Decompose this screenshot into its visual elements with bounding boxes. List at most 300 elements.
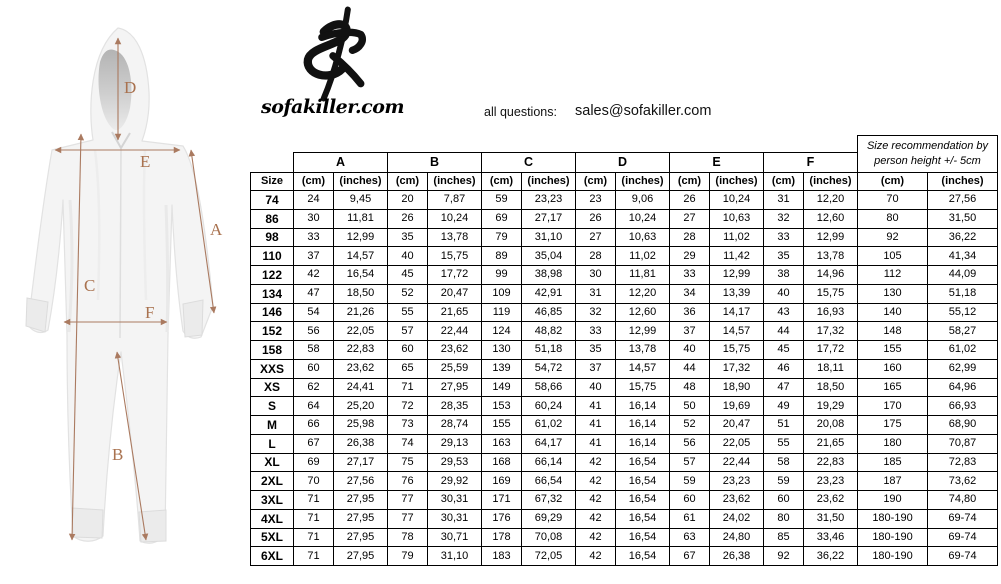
data-cell: 30,31 xyxy=(428,491,482,510)
size-header-cell: Size xyxy=(251,173,294,191)
data-cell: 15,75 xyxy=(710,341,764,360)
data-cell: 12,99 xyxy=(616,322,670,341)
data-cell: 23,62 xyxy=(804,491,858,510)
data-cell: 79 xyxy=(482,228,522,247)
data-cell: 45 xyxy=(764,341,804,360)
data-cell: 14,96 xyxy=(804,266,858,285)
data-cell: 16,54 xyxy=(616,528,670,547)
data-cell: 60,24 xyxy=(522,397,576,416)
table-row xyxy=(251,341,998,360)
cm-header: (cm) xyxy=(670,173,710,191)
data-cell: 17,72 xyxy=(428,266,482,285)
data-cell: 38,98 xyxy=(522,266,576,285)
data-cell: 38 xyxy=(764,266,804,285)
data-cell: 61,02 xyxy=(928,341,998,360)
data-cell: 64,96 xyxy=(928,378,998,397)
data-cell: 71 xyxy=(294,528,334,547)
data-cell: 28 xyxy=(670,228,710,247)
table-row xyxy=(251,322,998,341)
data-cell: 26,38 xyxy=(710,547,764,566)
data-cell: 92 xyxy=(858,228,928,247)
table-row xyxy=(251,453,998,472)
size-cell: 98 xyxy=(251,228,294,247)
col-group-d: D xyxy=(576,153,670,173)
data-cell: 78 xyxy=(388,528,428,547)
data-cell: 24 xyxy=(294,191,334,210)
data-cell: 11,42 xyxy=(710,247,764,266)
table-row xyxy=(251,303,998,322)
data-cell: 168 xyxy=(482,453,522,472)
data-cell: 36 xyxy=(670,303,710,322)
table-row xyxy=(251,284,998,303)
data-cell: 67,32 xyxy=(522,491,576,510)
data-cell: 48,82 xyxy=(522,322,576,341)
table-row xyxy=(251,416,998,435)
data-cell: 16,54 xyxy=(334,266,388,285)
data-cell: 43 xyxy=(764,303,804,322)
data-cell: 7,87 xyxy=(428,191,482,210)
data-cell: 12,20 xyxy=(616,284,670,303)
size-cell: L xyxy=(251,434,294,453)
data-cell: 23,23 xyxy=(522,191,576,210)
data-cell: 47 xyxy=(764,378,804,397)
data-cell: 15,75 xyxy=(428,247,482,266)
data-cell: 56 xyxy=(294,322,334,341)
data-cell: 27,95 xyxy=(334,528,388,547)
data-cell: 55 xyxy=(388,303,428,322)
data-cell: 72,83 xyxy=(928,453,998,472)
data-cell: 31,50 xyxy=(928,209,998,228)
data-cell: 10,63 xyxy=(616,228,670,247)
data-cell: 55,12 xyxy=(928,303,998,322)
data-cell: 75 xyxy=(388,453,428,472)
data-cell: 31,50 xyxy=(804,509,858,528)
data-cell: 25,98 xyxy=(334,416,388,435)
data-cell: 33 xyxy=(670,266,710,285)
data-cell: 31 xyxy=(576,284,616,303)
data-cell: 13,78 xyxy=(804,247,858,266)
data-cell: 68,90 xyxy=(928,416,998,435)
data-cell: 42,91 xyxy=(522,284,576,303)
data-cell: 178 xyxy=(482,528,522,547)
size-cell: 6XL xyxy=(251,547,294,566)
data-cell: 14,57 xyxy=(334,247,388,266)
label-F: F xyxy=(145,303,155,322)
data-cell: 171 xyxy=(482,491,522,510)
data-cell: 70,87 xyxy=(928,434,998,453)
table-row xyxy=(251,266,998,285)
data-cell: 79 xyxy=(388,547,428,566)
size-cell: XXS xyxy=(251,359,294,378)
table-row xyxy=(251,378,998,397)
data-cell: 12,60 xyxy=(804,209,858,228)
data-cell: 9,45 xyxy=(334,191,388,210)
data-cell: 36,22 xyxy=(928,228,998,247)
data-cell: 18,11 xyxy=(804,359,858,378)
data-cell: 36,22 xyxy=(804,547,858,566)
table-row xyxy=(251,247,998,266)
data-cell: 180 xyxy=(858,434,928,453)
data-cell: 70,08 xyxy=(522,528,576,547)
data-cell: 24,41 xyxy=(334,378,388,397)
data-cell: 37 xyxy=(576,359,616,378)
data-cell: 26 xyxy=(388,209,428,228)
data-cell: 30,71 xyxy=(428,528,482,547)
data-cell: 112 xyxy=(858,266,928,285)
data-cell: 35,04 xyxy=(522,247,576,266)
questions-label: all questions: xyxy=(484,105,557,119)
data-cell: 32 xyxy=(764,209,804,228)
data-cell: 60 xyxy=(294,359,334,378)
data-cell: 180-190 xyxy=(858,547,928,566)
col-group-e: E xyxy=(670,153,764,173)
data-cell: 25,59 xyxy=(428,359,482,378)
data-cell: 23 xyxy=(576,191,616,210)
data-cell: 14,57 xyxy=(616,359,670,378)
data-cell: 29,53 xyxy=(428,453,482,472)
size-cell: 5XL xyxy=(251,528,294,547)
data-cell: 22,83 xyxy=(804,453,858,472)
data-cell: 13,39 xyxy=(710,284,764,303)
data-cell: 27,95 xyxy=(428,378,482,397)
data-cell: 14,17 xyxy=(710,303,764,322)
data-cell: 44,09 xyxy=(928,266,998,285)
data-cell: 44 xyxy=(670,359,710,378)
data-cell: 62,99 xyxy=(928,359,998,378)
data-cell: 180-190 xyxy=(858,528,928,547)
data-cell: 31,10 xyxy=(522,228,576,247)
data-cell: 23,62 xyxy=(710,491,764,510)
table-row xyxy=(251,209,998,228)
size-table-body xyxy=(251,191,998,566)
cm-header: (cm) xyxy=(576,173,616,191)
email-link[interactable]: sales@sofakiller.com xyxy=(575,103,712,119)
data-cell: 74 xyxy=(388,434,428,453)
data-cell: 20,47 xyxy=(710,416,764,435)
cm-header: (cm) xyxy=(294,173,334,191)
col-group-a: A xyxy=(294,153,388,173)
data-cell: 66,54 xyxy=(522,472,576,491)
data-cell: 61,02 xyxy=(522,416,576,435)
size-cell: XS xyxy=(251,378,294,397)
inches-header: (inches) xyxy=(522,173,576,191)
data-cell: 27,56 xyxy=(334,472,388,491)
data-cell: 27 xyxy=(670,209,710,228)
size-cell: S xyxy=(251,397,294,416)
data-cell: 40 xyxy=(670,341,710,360)
data-cell: 42 xyxy=(576,528,616,547)
data-cell: 30 xyxy=(294,209,334,228)
data-cell: 35 xyxy=(764,247,804,266)
data-cell: 37 xyxy=(294,247,334,266)
data-cell: 70 xyxy=(858,191,928,210)
data-cell: 51,18 xyxy=(522,341,576,360)
data-cell: 17,32 xyxy=(710,359,764,378)
table-row xyxy=(251,359,998,378)
rec-header-cell: Size recommendation by person height +/- 5cm xyxy=(858,136,998,173)
spacer-cell xyxy=(251,153,294,173)
data-cell: 28,35 xyxy=(428,397,482,416)
data-cell: 10,24 xyxy=(428,209,482,228)
data-cell: 40 xyxy=(764,284,804,303)
onesie-figure xyxy=(26,28,213,543)
garment-measurement-diagram xyxy=(0,0,250,584)
data-cell: 85 xyxy=(764,528,804,547)
data-cell: 165 xyxy=(858,378,928,397)
data-cell: 20,47 xyxy=(428,284,482,303)
data-cell: 69 xyxy=(482,209,522,228)
data-cell: 45 xyxy=(388,266,428,285)
data-cell: 27 xyxy=(576,228,616,247)
data-cell: 10,24 xyxy=(710,191,764,210)
col-group-c: C xyxy=(482,153,576,173)
data-cell: 51 xyxy=(764,416,804,435)
data-cell: 10,24 xyxy=(616,209,670,228)
sk-logo-icon xyxy=(284,4,382,104)
data-cell: 69,29 xyxy=(522,509,576,528)
data-cell: 22,05 xyxy=(334,322,388,341)
data-cell: 66,93 xyxy=(928,397,998,416)
data-cell: 16,54 xyxy=(616,509,670,528)
data-cell: 155 xyxy=(482,416,522,435)
size-cell: 2XL xyxy=(251,472,294,491)
data-cell: 33 xyxy=(294,228,334,247)
data-cell: 12,20 xyxy=(804,191,858,210)
table-row xyxy=(251,472,998,491)
data-cell: 71 xyxy=(388,378,428,397)
data-cell: 148 xyxy=(858,322,928,341)
size-cell: 4XL xyxy=(251,509,294,528)
data-cell: 33 xyxy=(764,228,804,247)
data-cell: 149 xyxy=(482,378,522,397)
data-cell: 23,62 xyxy=(334,359,388,378)
size-cell: 146 xyxy=(251,303,294,322)
data-cell: 18,90 xyxy=(710,378,764,397)
data-cell: 40 xyxy=(388,247,428,266)
data-cell: 124 xyxy=(482,322,522,341)
data-cell: 59 xyxy=(764,472,804,491)
size-cell: 122 xyxy=(251,266,294,285)
data-cell: 25,20 xyxy=(334,397,388,416)
data-cell: 89 xyxy=(482,247,522,266)
data-cell: 76 xyxy=(388,472,428,491)
data-cell: 185 xyxy=(858,453,928,472)
data-cell: 22,44 xyxy=(710,453,764,472)
data-cell: 61 xyxy=(670,509,710,528)
data-cell: 11,81 xyxy=(334,209,388,228)
data-cell: 12,99 xyxy=(710,266,764,285)
data-cell: 16,54 xyxy=(616,453,670,472)
data-cell: 99 xyxy=(482,266,522,285)
data-cell: 60 xyxy=(670,491,710,510)
cm-header: (cm) xyxy=(764,173,804,191)
data-cell: 16,14 xyxy=(616,416,670,435)
data-cell: 16,14 xyxy=(616,397,670,416)
data-cell: 42 xyxy=(576,472,616,491)
data-cell: 29,92 xyxy=(428,472,482,491)
size-cell: M xyxy=(251,416,294,435)
label-B: B xyxy=(112,445,124,464)
data-cell: 58,66 xyxy=(522,378,576,397)
data-cell: 70 xyxy=(294,472,334,491)
table-row xyxy=(251,397,998,416)
data-cell: 47 xyxy=(294,284,334,303)
data-cell: 169 xyxy=(482,472,522,491)
cm-header: (cm) xyxy=(388,173,428,191)
data-cell: 27,95 xyxy=(334,509,388,528)
data-cell: 22,83 xyxy=(334,341,388,360)
data-cell: 72,05 xyxy=(522,547,576,566)
data-cell: 24,80 xyxy=(710,528,764,547)
data-cell: 29 xyxy=(670,247,710,266)
data-cell: 51,18 xyxy=(928,284,998,303)
data-cell: 56 xyxy=(670,434,710,453)
data-cell: 22,05 xyxy=(710,434,764,453)
spacer-cell xyxy=(251,136,858,153)
data-cell: 32 xyxy=(576,303,616,322)
data-cell: 40 xyxy=(576,378,616,397)
data-cell: 50 xyxy=(670,397,710,416)
data-cell: 44 xyxy=(764,322,804,341)
data-cell: 27,95 xyxy=(334,547,388,566)
table-row xyxy=(251,509,998,528)
data-cell: 46,85 xyxy=(522,303,576,322)
data-cell: 31 xyxy=(764,191,804,210)
data-cell: 175 xyxy=(858,416,928,435)
data-cell: 23,23 xyxy=(710,472,764,491)
data-cell: 140 xyxy=(858,303,928,322)
data-cell: 11,02 xyxy=(710,228,764,247)
data-cell: 20,08 xyxy=(804,416,858,435)
data-cell: 26 xyxy=(576,209,616,228)
data-cell: 55 xyxy=(764,434,804,453)
data-cell: 58 xyxy=(294,341,334,360)
data-cell: 29,13 xyxy=(428,434,482,453)
data-cell: 155 xyxy=(858,341,928,360)
size-cell: 152 xyxy=(251,322,294,341)
table-row xyxy=(251,547,998,566)
inches-header: (inches) xyxy=(804,173,858,191)
data-cell: 16,14 xyxy=(616,434,670,453)
data-cell: 72 xyxy=(388,397,428,416)
data-cell: 21,26 xyxy=(334,303,388,322)
size-cell: 74 xyxy=(251,191,294,210)
data-cell: 23,23 xyxy=(804,472,858,491)
data-cell: 27,95 xyxy=(334,491,388,510)
inches-header: (inches) xyxy=(616,173,670,191)
inches-header: (inches) xyxy=(428,173,482,191)
data-cell: 60 xyxy=(388,341,428,360)
label-D: D xyxy=(124,78,137,97)
inches-header: (inches) xyxy=(334,173,388,191)
data-cell: 163 xyxy=(482,434,522,453)
data-cell: 153 xyxy=(482,397,522,416)
data-cell: 66 xyxy=(294,416,334,435)
data-cell: 57 xyxy=(388,322,428,341)
data-cell: 16,54 xyxy=(616,491,670,510)
data-cell: 18,50 xyxy=(804,378,858,397)
label-C: C xyxy=(84,276,96,295)
data-cell: 71 xyxy=(294,547,334,566)
data-cell: 64 xyxy=(294,397,334,416)
data-cell: 19,29 xyxy=(804,397,858,416)
data-cell: 42 xyxy=(294,266,334,285)
data-cell: 21,65 xyxy=(804,434,858,453)
data-cell: 41 xyxy=(576,397,616,416)
data-cell: 42 xyxy=(576,491,616,510)
data-cell: 59 xyxy=(482,191,522,210)
data-cell: 67 xyxy=(670,547,710,566)
data-cell: 119 xyxy=(482,303,522,322)
size-cell: 158 xyxy=(251,341,294,360)
label-A: A xyxy=(210,220,223,239)
data-cell: 21,65 xyxy=(428,303,482,322)
data-cell: 130 xyxy=(482,341,522,360)
data-cell: 34 xyxy=(670,284,710,303)
data-cell: 77 xyxy=(388,509,428,528)
data-cell: 58,27 xyxy=(928,322,998,341)
rec-header-row xyxy=(251,136,998,153)
data-cell: 13,78 xyxy=(428,228,482,247)
data-cell: 130 xyxy=(858,284,928,303)
data-cell: 35 xyxy=(576,341,616,360)
table-row xyxy=(251,228,998,247)
data-cell: 41 xyxy=(576,434,616,453)
data-cell: 41 xyxy=(576,416,616,435)
data-cell: 20 xyxy=(388,191,428,210)
unit-header-row xyxy=(251,173,998,191)
size-cell: 134 xyxy=(251,284,294,303)
data-cell: 23,62 xyxy=(428,341,482,360)
data-cell: 66,14 xyxy=(522,453,576,472)
size-table xyxy=(250,135,998,566)
data-cell: 60 xyxy=(764,491,804,510)
data-cell: 58 xyxy=(764,453,804,472)
size-cell: 86 xyxy=(251,209,294,228)
data-cell: 74,80 xyxy=(928,491,998,510)
data-cell: 26 xyxy=(670,191,710,210)
data-cell: 17,32 xyxy=(804,322,858,341)
data-cell: 69-74 xyxy=(928,547,998,566)
data-cell: 28,74 xyxy=(428,416,482,435)
data-cell: 63 xyxy=(670,528,710,547)
table-row xyxy=(251,491,998,510)
data-cell: 33 xyxy=(576,322,616,341)
data-cell: 15,75 xyxy=(616,378,670,397)
data-cell: 27,17 xyxy=(334,453,388,472)
inches-header: (inches) xyxy=(928,173,998,191)
table-row xyxy=(251,434,998,453)
data-cell: 37 xyxy=(670,322,710,341)
data-cell: 183 xyxy=(482,547,522,566)
data-cell: 187 xyxy=(858,472,928,491)
data-cell: 28 xyxy=(576,247,616,266)
cm-header: (cm) xyxy=(482,173,522,191)
data-cell: 54,72 xyxy=(522,359,576,378)
table-row xyxy=(251,528,998,547)
data-cell: 69 xyxy=(294,453,334,472)
data-cell: 67 xyxy=(294,434,334,453)
data-cell: 73 xyxy=(388,416,428,435)
label-E: E xyxy=(140,152,151,171)
cm-header: (cm) xyxy=(858,173,928,191)
data-cell: 54 xyxy=(294,303,334,322)
data-cell: 11,02 xyxy=(616,247,670,266)
data-cell: 42 xyxy=(576,453,616,472)
col-group-b: B xyxy=(388,153,482,173)
data-cell: 49 xyxy=(764,397,804,416)
data-cell: 11,81 xyxy=(616,266,670,285)
